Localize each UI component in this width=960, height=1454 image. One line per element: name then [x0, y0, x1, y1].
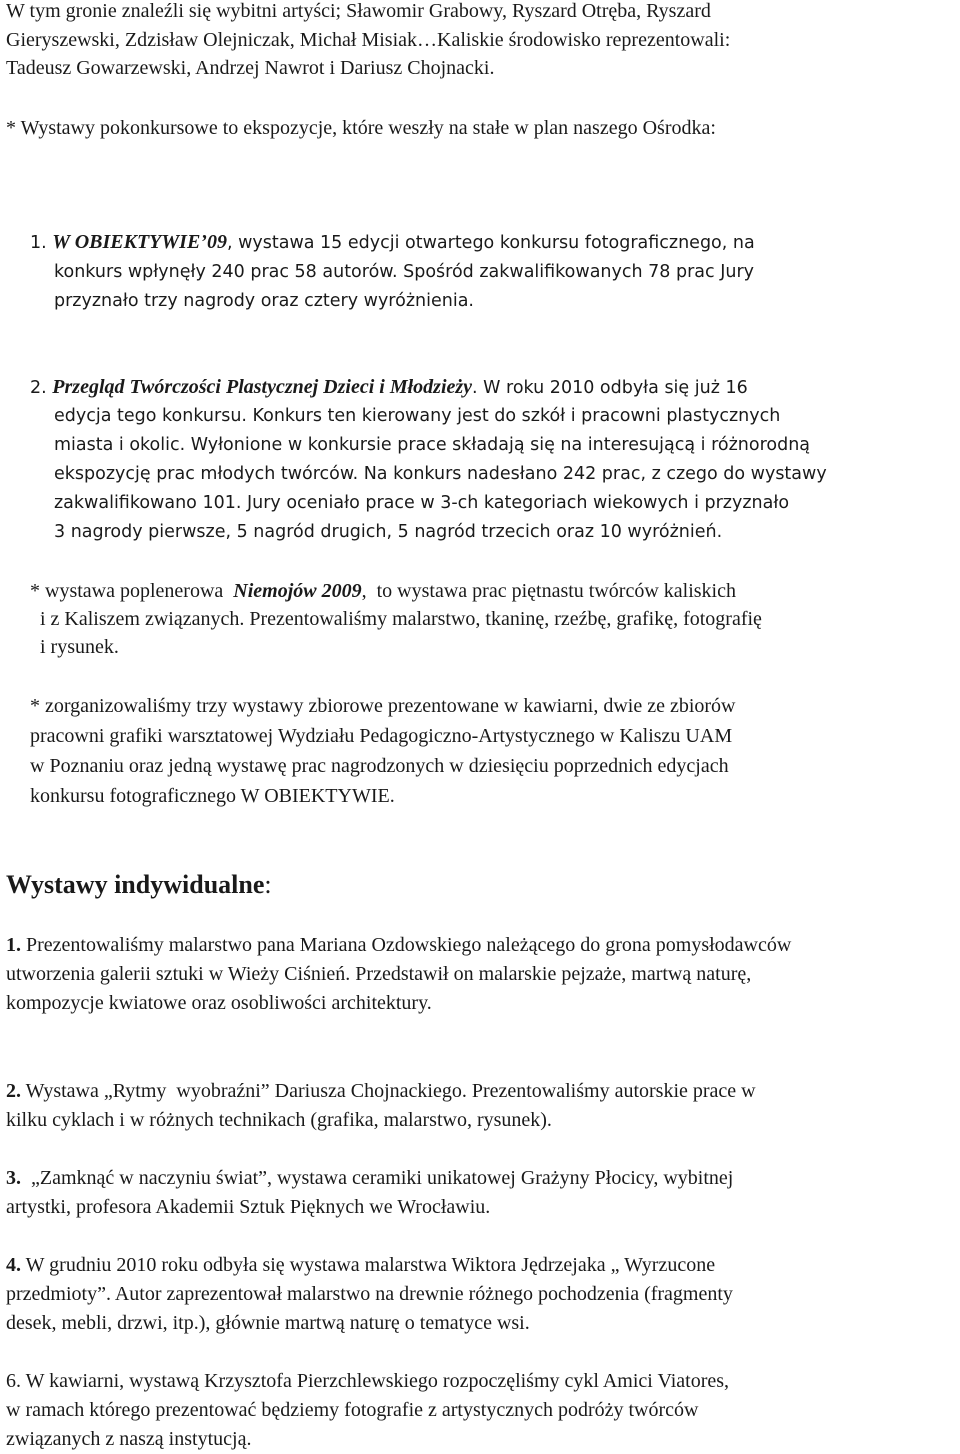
- group-exhibitions-line-1: * zorganizowaliśmy trzy wystawy zbiorowe prezentowane w kawiarni, dwie ze zbiorów: [30, 695, 736, 717]
- individual-2-number: 2.: [6, 1080, 21, 1102]
- heading-colon: :: [264, 870, 272, 899]
- item-2-line-5: zakwalifikowano 101. Jury oceniało prace w 3-ch kategoriach wiekowych i przyznało: [54, 493, 790, 513]
- plener-line-3: i rysunek.: [40, 636, 119, 658]
- individual-6-number: 6.: [6, 1370, 21, 1392]
- item-2-line-4: ekspozycję prac młodych twórców. Na konkurs nadesłano 242 prac, z czego do wystawy: [54, 464, 827, 484]
- individual-1-line-3: kompozycje kwiatowe oraz osobliwości architektury.: [6, 992, 432, 1014]
- group-exhibitions-line-2: pracowni grafiki warsztatowej Wydziału Pedagogiczno-Artystycznego w Kaliszu UAM: [30, 725, 733, 747]
- individual-1-line-1-rest: Prezentowaliśmy malarstwo pana Mariana Ozdowskiego należącego do grona pomysłodawców: [21, 934, 792, 956]
- item-2-number: 2.: [30, 378, 47, 398]
- individual-2-line-2: kilku cyklach i w różnych technikach (grafika, malarstwo, rysunek).: [6, 1109, 552, 1131]
- item-2-line-1-rest: . W roku 2010 odbyła się już 16: [472, 378, 748, 398]
- item-1-line-2: konkurs wpłynęły 240 prac 58 autorów. Spośród zakwalifikowanych 78 prac Jury: [54, 262, 754, 282]
- individual-1-line-2: utworzenia galerii sztuki w Wieży Ciśnień. Przedstawił on malarskie pejzaże, martwą naturę,: [6, 963, 752, 985]
- individual-3-line-2: artystki, profesora Akademii Sztuk Pięknych we Wrocławiu.: [6, 1196, 491, 1218]
- individual-4-line-1-rest: W grudniu 2010 roku odbyła się wystawa malarstwa Wiktora Jędrzejaka „ Wyrzucone: [21, 1254, 716, 1276]
- individual-3-number: 3.: [6, 1167, 21, 1189]
- plener-prefix: * wystawa poplenerowa: [30, 580, 234, 602]
- item-1-number: 1.: [30, 233, 47, 253]
- item-1-line-3: przyznało trzy nagrody oraz cztery wyróżnienia.: [54, 291, 474, 311]
- top-paragraph-line-1: W tym gronie znaleźli się wybitni artyści; Sławomir Grabowy, Ryszard Otręba, Ryszard: [6, 0, 711, 22]
- item-2-line-2: edycja tego konkursu. Konkurs ten kierowany jest do szkół i pracowni plastycznych: [54, 406, 781, 426]
- individual-6-line-3: związanych z naszą instytucją.: [6, 1428, 252, 1450]
- group-exhibitions-line-3: w Poznaniu oraz jedną wystawę prac nagrodzonych w dziesięciu poprzednich edycjach: [30, 755, 729, 777]
- item-1-line-1-rest: , wystawa 15 edycji otwartego konkursu fotograficznego, na: [226, 233, 755, 253]
- individual-3-line-1: [6, 1163, 733, 1193]
- individual-2-line-1-rest: Wystawa „Rytmy wyobraźni” Dariusza Chojnackiego. Prezentowaliśmy autorskie prace w: [21, 1080, 756, 1102]
- individual-exhibitions-heading: [6, 868, 272, 902]
- item-2-line-1: [30, 372, 748, 402]
- individual-4-line-2: przedmioty”. Autor zaprezentował malarstwo na drewnie różnego pochodzenia (fragmenty: [6, 1283, 733, 1305]
- plener-title: Niemojów 2009: [233, 580, 362, 602]
- plener-line-1: [30, 576, 736, 606]
- top-paragraph-line-3: Tadeusz Gowarzewski, Andrzej Nawrot i Dariusz Chojnacki.: [6, 57, 495, 79]
- group-exhibitions-line-4: konkursu fotograficznego W OBIEKTYWIE.: [30, 785, 395, 807]
- intro-line: * Wystawy pokonkursowe to ekspozycje, które weszły na stałe w plan naszego Ośrodka:: [6, 117, 716, 139]
- individual-4-line-1: [6, 1250, 715, 1280]
- individual-2-line-1: [6, 1076, 756, 1106]
- plener-line-1-rest: , to wystawa prac piętnastu twórców kaliskich: [361, 580, 736, 602]
- individual-1-line-1: [6, 930, 791, 960]
- individual-6-line-1: [6, 1366, 729, 1396]
- item-2-line-3: miasta i okolic. Wyłonione w konkursie prace składają się na interesującą i różnorodną: [54, 435, 811, 455]
- individual-4-line-3: desek, mebli, drzwi, itp.), głównie martwą naturę o tematyce wsi.: [6, 1312, 530, 1334]
- heading-text: Wystawy indywidualne: [6, 870, 265, 899]
- individual-4-number: 4.: [6, 1254, 21, 1276]
- item-1-title: W OBIEKTYWIE’09: [52, 231, 227, 253]
- item-2-title: Przegląd Twórczości Plastycznej Dzieci i Młodzieży: [52, 376, 473, 398]
- item-2-line-6: 3 nagrody pierwsze, 5 nagród drugich, 5 nagród trzecich oraz 10 wyróżnień.: [54, 522, 723, 542]
- item-1-line-1: [30, 227, 755, 257]
- top-paragraph-line-2: Gieryszewski, Zdzisław Olejniczak, Michał Misiak…Kaliskie środowisko reprezentowali:: [6, 29, 731, 51]
- individual-6-line-1-rest: W kawiarni, wystawą Krzysztofa Pierzchlewskiego rozpoczęliśmy cykl Amici Viatores,: [21, 1370, 730, 1392]
- individual-1-number: 1.: [6, 934, 21, 956]
- individual-6-line-2: w ramach którego prezentować będziemy fotografie z artystycznych podróży twórców: [6, 1399, 699, 1421]
- individual-3-line-1-rest: „Zamknąć w naczyniu świat”, wystawa ceramiki unikatowej Grażyny Płocicy, wybitnej: [21, 1167, 734, 1189]
- plener-line-2: i z Kaliszem związanych. Prezentowaliśmy malarstwo, tkaninę, rzeźbę, grafikę, fotografię: [40, 608, 762, 630]
